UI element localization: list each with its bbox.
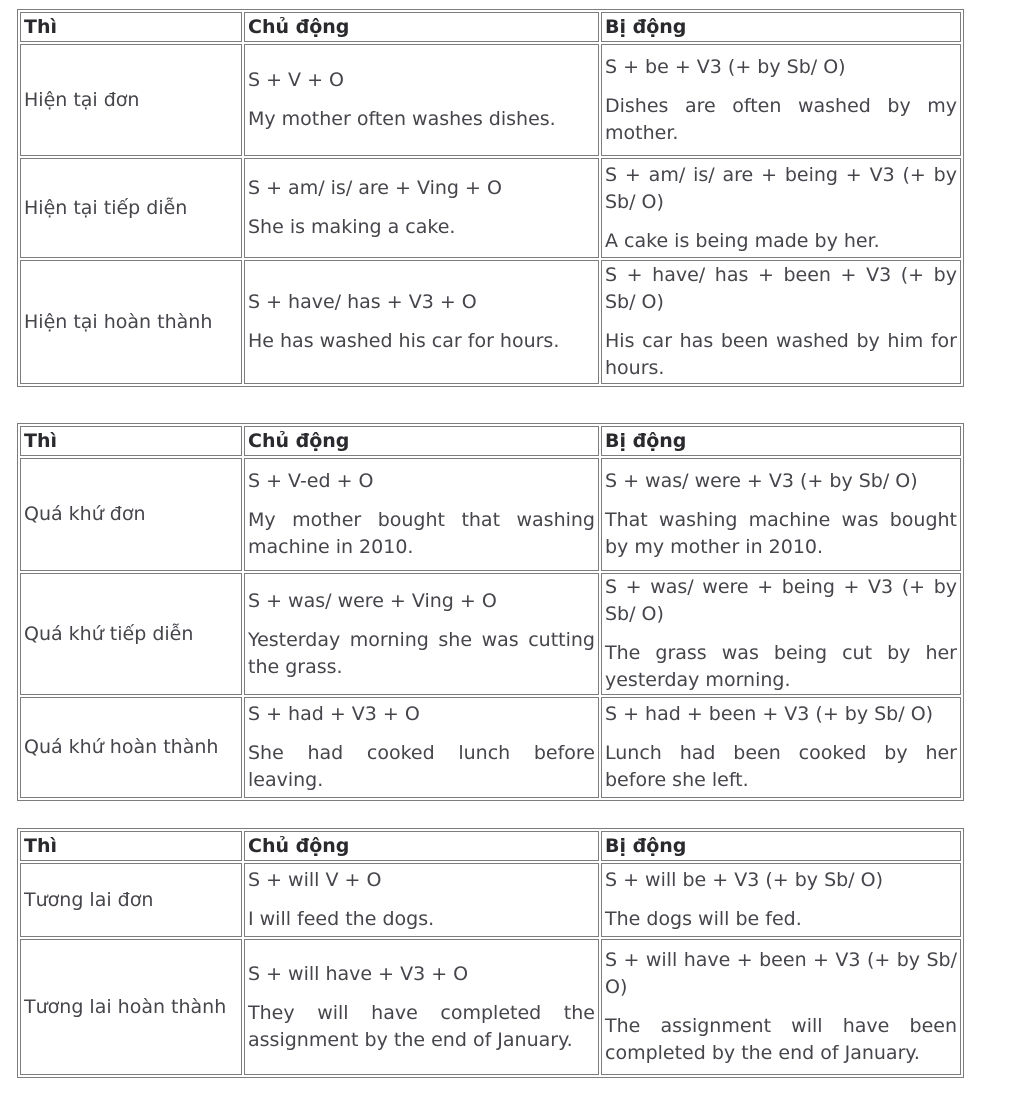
column-header-tense: Thì bbox=[20, 426, 242, 456]
passive-cell bbox=[601, 939, 961, 1075]
passive-example: Lunch had been cooked by her before she left. bbox=[605, 742, 957, 791]
passive-cell bbox=[601, 573, 961, 695]
passive-cell bbox=[601, 863, 961, 937]
active-example: I will feed the dogs. bbox=[248, 908, 435, 930]
passive-formula: S + was/ were + V3 (+ by Sb/ O) bbox=[605, 470, 918, 492]
active-formula: S + have/ has + V3 + O bbox=[248, 291, 477, 313]
table-row bbox=[20, 939, 961, 1075]
tense-cell: Hiện tại đơn bbox=[20, 44, 242, 156]
passive-example: The dogs will be fed. bbox=[605, 908, 802, 930]
passive-formula: S + had + been + V3 (+ by Sb/ O) bbox=[605, 703, 934, 725]
active-cell bbox=[244, 260, 599, 384]
passive-formula: S + have/ has + been + V3 (+ by Sb/ O) bbox=[605, 264, 957, 313]
column-header-tense: Thì bbox=[20, 831, 242, 861]
column-header-passive: Bị động bbox=[601, 831, 961, 861]
active-cell bbox=[244, 863, 599, 937]
tense-cell: Tương lai đơn bbox=[20, 863, 242, 937]
passive-cell bbox=[601, 697, 961, 798]
active-cell bbox=[244, 158, 599, 258]
column-header-active: Chủ động bbox=[244, 12, 599, 42]
column-header-passive: Bị động bbox=[601, 426, 961, 456]
passive-formula: S + will be + V3 (+ by Sb/ O) bbox=[605, 869, 883, 891]
passive-example: The grass was being cut by her yesterday morning. bbox=[605, 642, 957, 691]
header-row bbox=[20, 426, 961, 456]
header-row bbox=[20, 12, 961, 42]
tense-cell: Tương lai hoàn thành bbox=[20, 939, 242, 1075]
active-cell bbox=[244, 697, 599, 798]
passive-cell bbox=[601, 260, 961, 384]
tense-cell: Hiện tại hoàn thành bbox=[20, 260, 242, 384]
passive-formula: S + will have + been + V3 (+ by Sb/ O) bbox=[605, 949, 957, 998]
active-example: My mother bought that washing machine in 2010. bbox=[248, 509, 595, 558]
active-cell bbox=[244, 573, 599, 695]
table-row bbox=[20, 44, 961, 156]
table-row bbox=[20, 697, 961, 798]
table-row bbox=[20, 573, 961, 695]
tense-table-past bbox=[17, 423, 964, 801]
tense-cell: Hiện tại tiếp diễn bbox=[20, 158, 242, 258]
header-row bbox=[20, 831, 961, 861]
table-row bbox=[20, 260, 961, 384]
passive-example: The assignment will have been completed by the end of January. bbox=[605, 1015, 957, 1064]
active-example: He has washed his car for hours. bbox=[248, 330, 560, 352]
passive-cell bbox=[601, 44, 961, 156]
active-cell bbox=[244, 939, 599, 1075]
column-header-active: Chủ động bbox=[244, 831, 599, 861]
active-example: She had cooked lunch before leaving. bbox=[248, 742, 595, 791]
active-formula: S + had + V3 + O bbox=[248, 703, 420, 725]
tense-cell: Quá khứ tiếp diễn bbox=[20, 573, 242, 695]
active-formula: S + am/ is/ are + Ving + O bbox=[248, 177, 502, 199]
active-example: My mother often washes dishes. bbox=[248, 108, 556, 130]
tense-cell: Quá khứ đơn bbox=[20, 458, 242, 571]
tense-table-future bbox=[17, 828, 964, 1078]
active-example: Yesterday morning she was cutting the grass. bbox=[248, 628, 595, 678]
active-formula: S + will V + O bbox=[248, 869, 382, 891]
table-row bbox=[20, 863, 961, 937]
passive-cell bbox=[601, 458, 961, 571]
active-formula: S + was/ were + Ving + O bbox=[248, 589, 497, 612]
table-row bbox=[20, 158, 961, 258]
tense-table-present bbox=[17, 9, 964, 387]
passive-formula: S + am/ is/ are + being + V3 (+ by Sb/ O) bbox=[605, 163, 957, 213]
passive-example: A cake is being made by her. bbox=[605, 229, 880, 252]
active-cell bbox=[244, 458, 599, 571]
column-header-tense: Thì bbox=[20, 12, 242, 42]
passive-cell bbox=[601, 158, 961, 258]
active-cell bbox=[244, 44, 599, 156]
active-formula: S + V + O bbox=[248, 69, 345, 91]
active-formula: S + V-ed + O bbox=[248, 470, 374, 492]
passive-example: Dishes are often washed by my mother. bbox=[605, 94, 957, 144]
active-formula: S + will have + V3 + O bbox=[248, 962, 469, 985]
active-example: They will have completed the assignment by the end of January. bbox=[248, 1001, 595, 1051]
passive-formula: S + be + V3 (+ by Sb/ O) bbox=[605, 55, 846, 78]
table-row bbox=[20, 458, 961, 571]
active-example: She is making a cake. bbox=[248, 216, 456, 238]
column-header-active: Chủ động bbox=[244, 426, 599, 456]
passive-formula: S + was/ were + being + V3 (+ by Sb/ O) bbox=[605, 576, 957, 625]
column-header-passive: Bị động bbox=[601, 12, 961, 42]
passive-example: That washing machine was bought by my mother in 2010. bbox=[605, 509, 957, 558]
tense-cell: Quá khứ hoàn thành bbox=[20, 697, 242, 798]
passive-example: His car has been washed by him for hours. bbox=[605, 330, 957, 379]
